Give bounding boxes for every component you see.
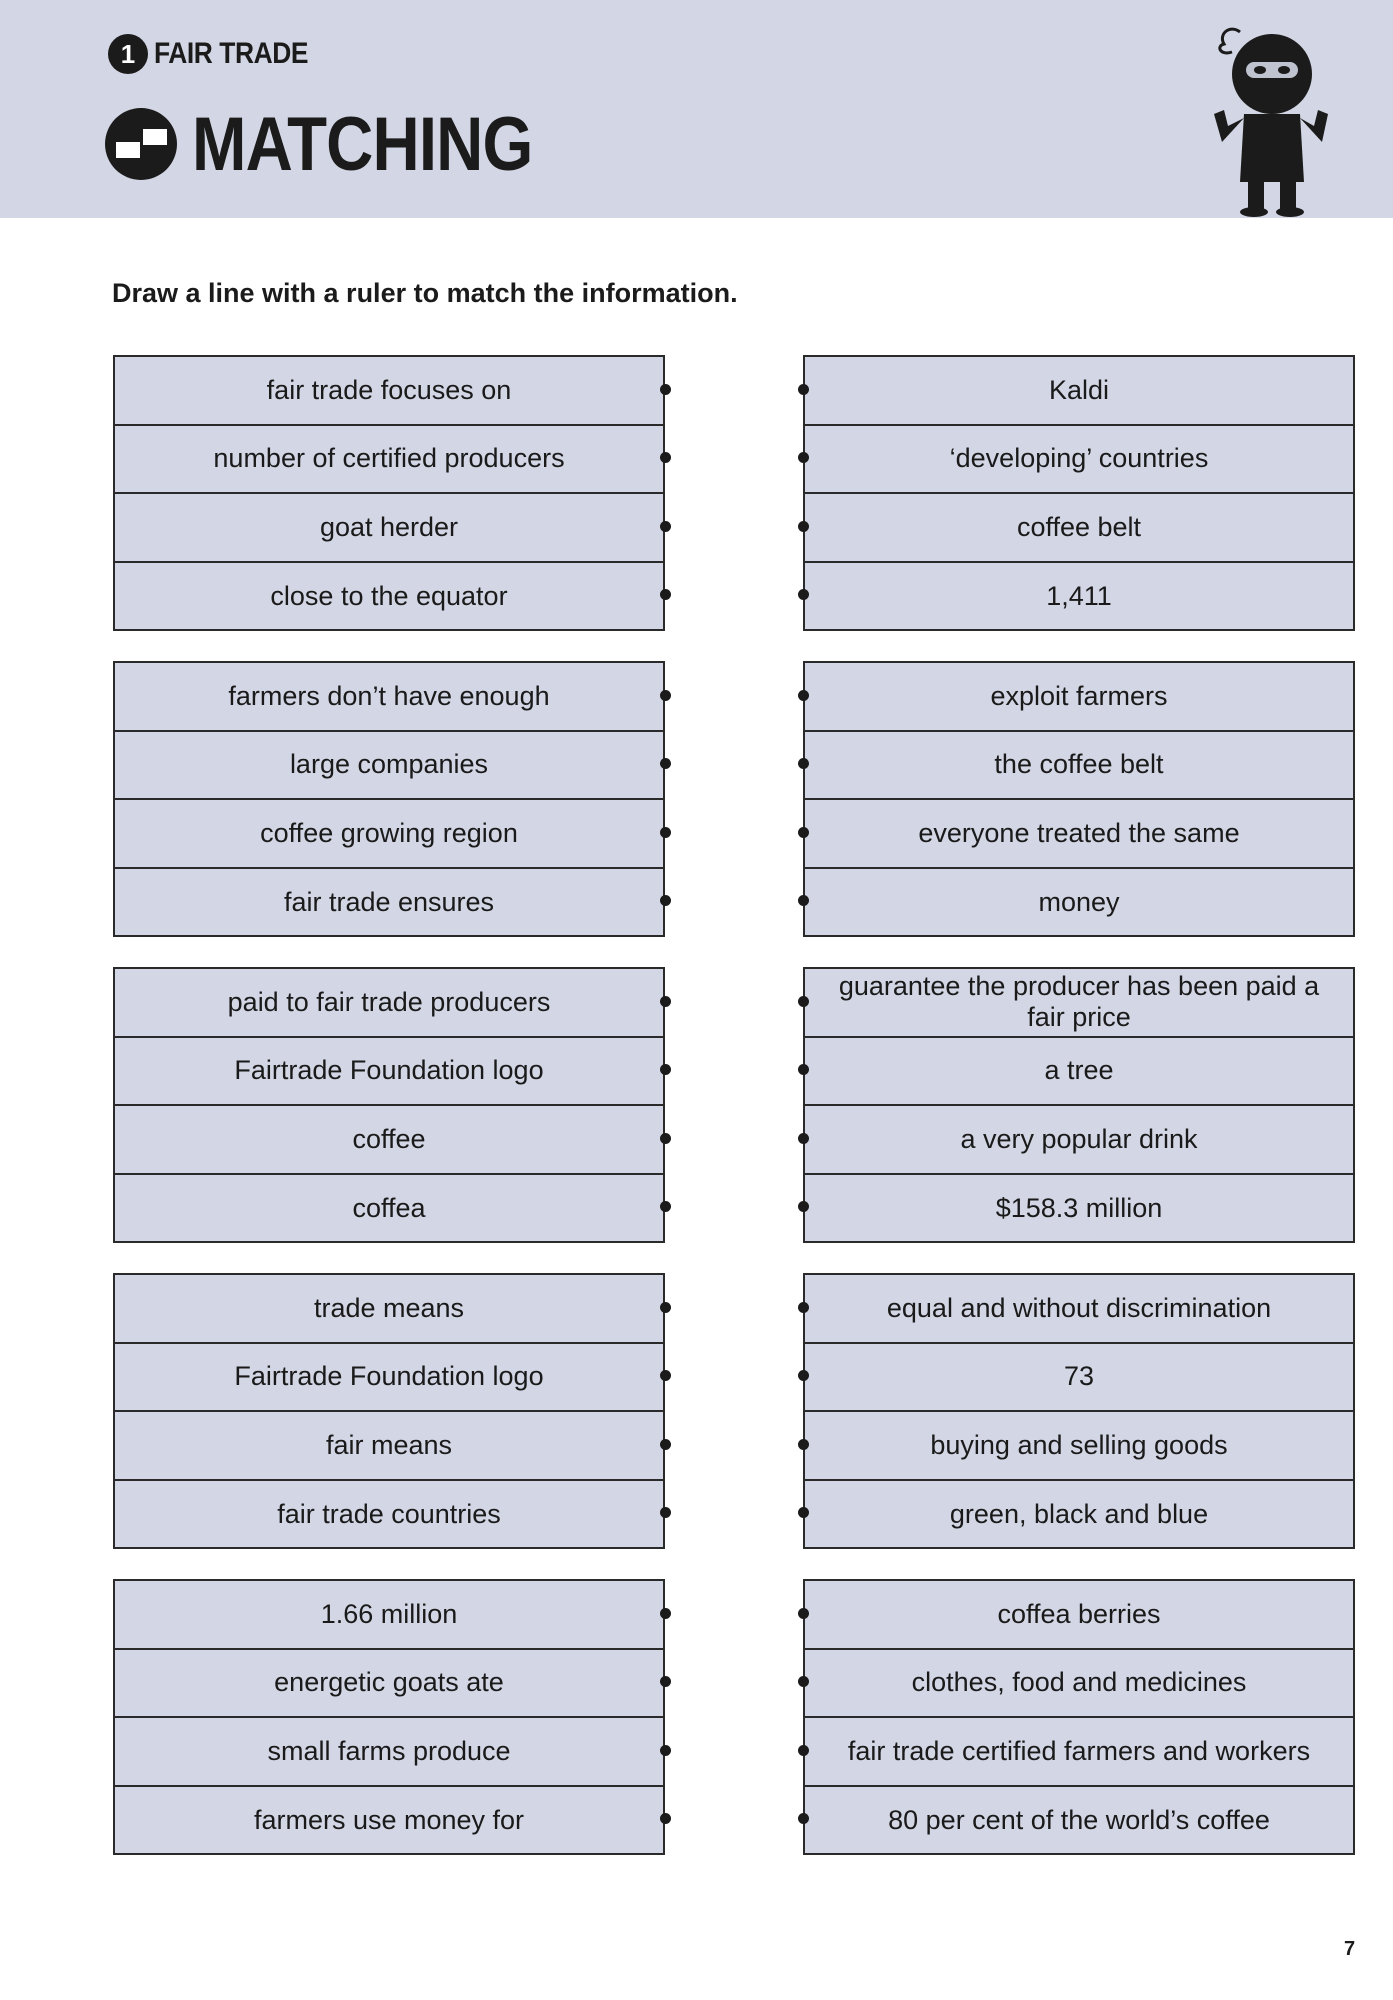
left-item: large companies (115, 732, 663, 801)
right-item: equal and without discrimination (805, 1275, 1353, 1344)
left-connector-dot[interactable] (660, 1064, 671, 1075)
right-connector-dot[interactable] (798, 1064, 809, 1075)
unit-title: FAIR TRADE (154, 37, 308, 70)
right-item: 1,411 (1046, 581, 1112, 612)
left-connector-dot[interactable] (660, 895, 671, 906)
left-item: Fairtrade Foundation logo (115, 1038, 663, 1107)
left-column-group-3 (113, 967, 665, 1243)
right-item: the coffee belt (805, 732, 1353, 801)
right-item: coffee belt (805, 494, 1353, 563)
right-connector-dot[interactable] (798, 589, 809, 600)
right-item: a tree (805, 1038, 1353, 1107)
right-item: everyone treated the same (805, 800, 1353, 869)
activity-title: MATCHING (192, 101, 533, 187)
left-item: close to the equator (270, 581, 508, 612)
right-column-group-5 (803, 1579, 1355, 1855)
right-item: 73 (805, 1344, 1353, 1413)
left-connector-dot[interactable] (660, 758, 671, 769)
left-connector-dot[interactable] (660, 1439, 671, 1450)
right-column-group-4 (803, 1273, 1355, 1549)
left-connector-dot[interactable] (660, 1745, 671, 1756)
right-item: coffea berries (805, 1581, 1353, 1650)
right-connector-dot[interactable] (798, 521, 809, 532)
left-connector-dot[interactable] (660, 384, 671, 395)
left-connector-dot[interactable] (660, 1608, 671, 1619)
right-connector-dot[interactable] (798, 1507, 809, 1518)
left-column-group-1 (113, 355, 665, 631)
right-item: money (1038, 887, 1120, 918)
right-connector-dot[interactable] (798, 1201, 809, 1212)
right-item: exploit farmers (805, 663, 1353, 732)
left-item: coffee (115, 1106, 663, 1175)
right-column-group-1 (803, 355, 1355, 631)
right-connector-dot[interactable] (798, 1676, 809, 1687)
left-connector-dot[interactable] (660, 1676, 671, 1687)
right-item: green, black and blue (949, 1499, 1209, 1530)
left-item: fair trade ensures (283, 887, 495, 918)
right-connector-dot[interactable] (798, 996, 809, 1007)
left-item: 1.66 million (115, 1581, 663, 1650)
right-column-group-2 (803, 661, 1355, 937)
left-item: farmers use money for (253, 1805, 525, 1836)
right-item: Kaldi (805, 357, 1353, 426)
right-connector-dot[interactable] (798, 1302, 809, 1313)
left-connector-dot[interactable] (660, 452, 671, 463)
right-connector-dot[interactable] (798, 1813, 809, 1824)
right-connector-dot[interactable] (798, 1370, 809, 1381)
right-item: 80 per cent of the world’s coffee (888, 1805, 1270, 1836)
left-connector-dot[interactable] (660, 996, 671, 1007)
header-banner (0, 0, 1393, 218)
left-item: farmers don’t have enough (115, 663, 663, 732)
page-number: 7 (1344, 1938, 1356, 1960)
left-connector-dot[interactable] (660, 589, 671, 600)
right-item: a very popular drink (805, 1106, 1353, 1175)
right-connector-dot[interactable] (798, 1745, 809, 1756)
left-item: energetic goats ate (115, 1650, 663, 1719)
right-item: ‘developing’ countries (805, 426, 1353, 495)
right-item: buying and selling goods (805, 1412, 1353, 1481)
left-connector-dot[interactable] (660, 1133, 671, 1144)
left-item: trade means (115, 1275, 663, 1344)
right-connector-dot[interactable] (798, 758, 809, 769)
left-connector-dot[interactable] (660, 1813, 671, 1824)
right-connector-dot[interactable] (798, 1608, 809, 1619)
right-item: guarantee the producer has been paid a fair price (805, 969, 1353, 1038)
instruction-text: Draw a line with a ruler to match the information. (112, 278, 738, 308)
left-connector-dot[interactable] (660, 1370, 671, 1381)
activity-heading (104, 101, 588, 187)
left-column-group-5 (113, 1579, 665, 1855)
left-item: small farms produce (115, 1718, 663, 1787)
left-connector-dot[interactable] (660, 827, 671, 838)
right-column-group-3 (803, 967, 1355, 1243)
left-item: fair trade countries (277, 1499, 501, 1530)
unit-number-badge: 1 (108, 34, 148, 74)
left-connector-dot[interactable] (660, 690, 671, 701)
left-connector-dot[interactable] (660, 1302, 671, 1313)
left-item: coffee growing region (115, 800, 663, 869)
left-column-group-4 (113, 1273, 665, 1549)
left-item: coffea (352, 1193, 426, 1224)
left-connector-dot[interactable] (660, 1201, 671, 1212)
right-connector-dot[interactable] (798, 384, 809, 395)
right-connector-dot[interactable] (798, 1439, 809, 1450)
right-connector-dot[interactable] (798, 895, 809, 906)
right-item: clothes, food and medicines (805, 1650, 1353, 1719)
left-item: number of certified producers (115, 426, 663, 495)
left-column-group-2 (113, 661, 665, 937)
ninja-icon (1210, 22, 1330, 218)
right-item: fair trade certified farmers and workers (805, 1718, 1353, 1787)
matching-icon (104, 107, 178, 181)
left-item: goat herder (115, 494, 663, 563)
left-connector-dot[interactable] (660, 1507, 671, 1518)
right-connector-dot[interactable] (798, 827, 809, 838)
unit-heading (108, 34, 329, 74)
right-item: $158.3 million (995, 1193, 1163, 1224)
left-item: paid to fair trade producers (115, 969, 663, 1038)
left-item: Fairtrade Foundation logo (115, 1344, 663, 1413)
left-connector-dot[interactable] (660, 521, 671, 532)
right-connector-dot[interactable] (798, 452, 809, 463)
right-connector-dot[interactable] (798, 1133, 809, 1144)
right-connector-dot[interactable] (798, 690, 809, 701)
left-item: fair means (115, 1412, 663, 1481)
left-item: fair trade focuses on (115, 357, 663, 426)
